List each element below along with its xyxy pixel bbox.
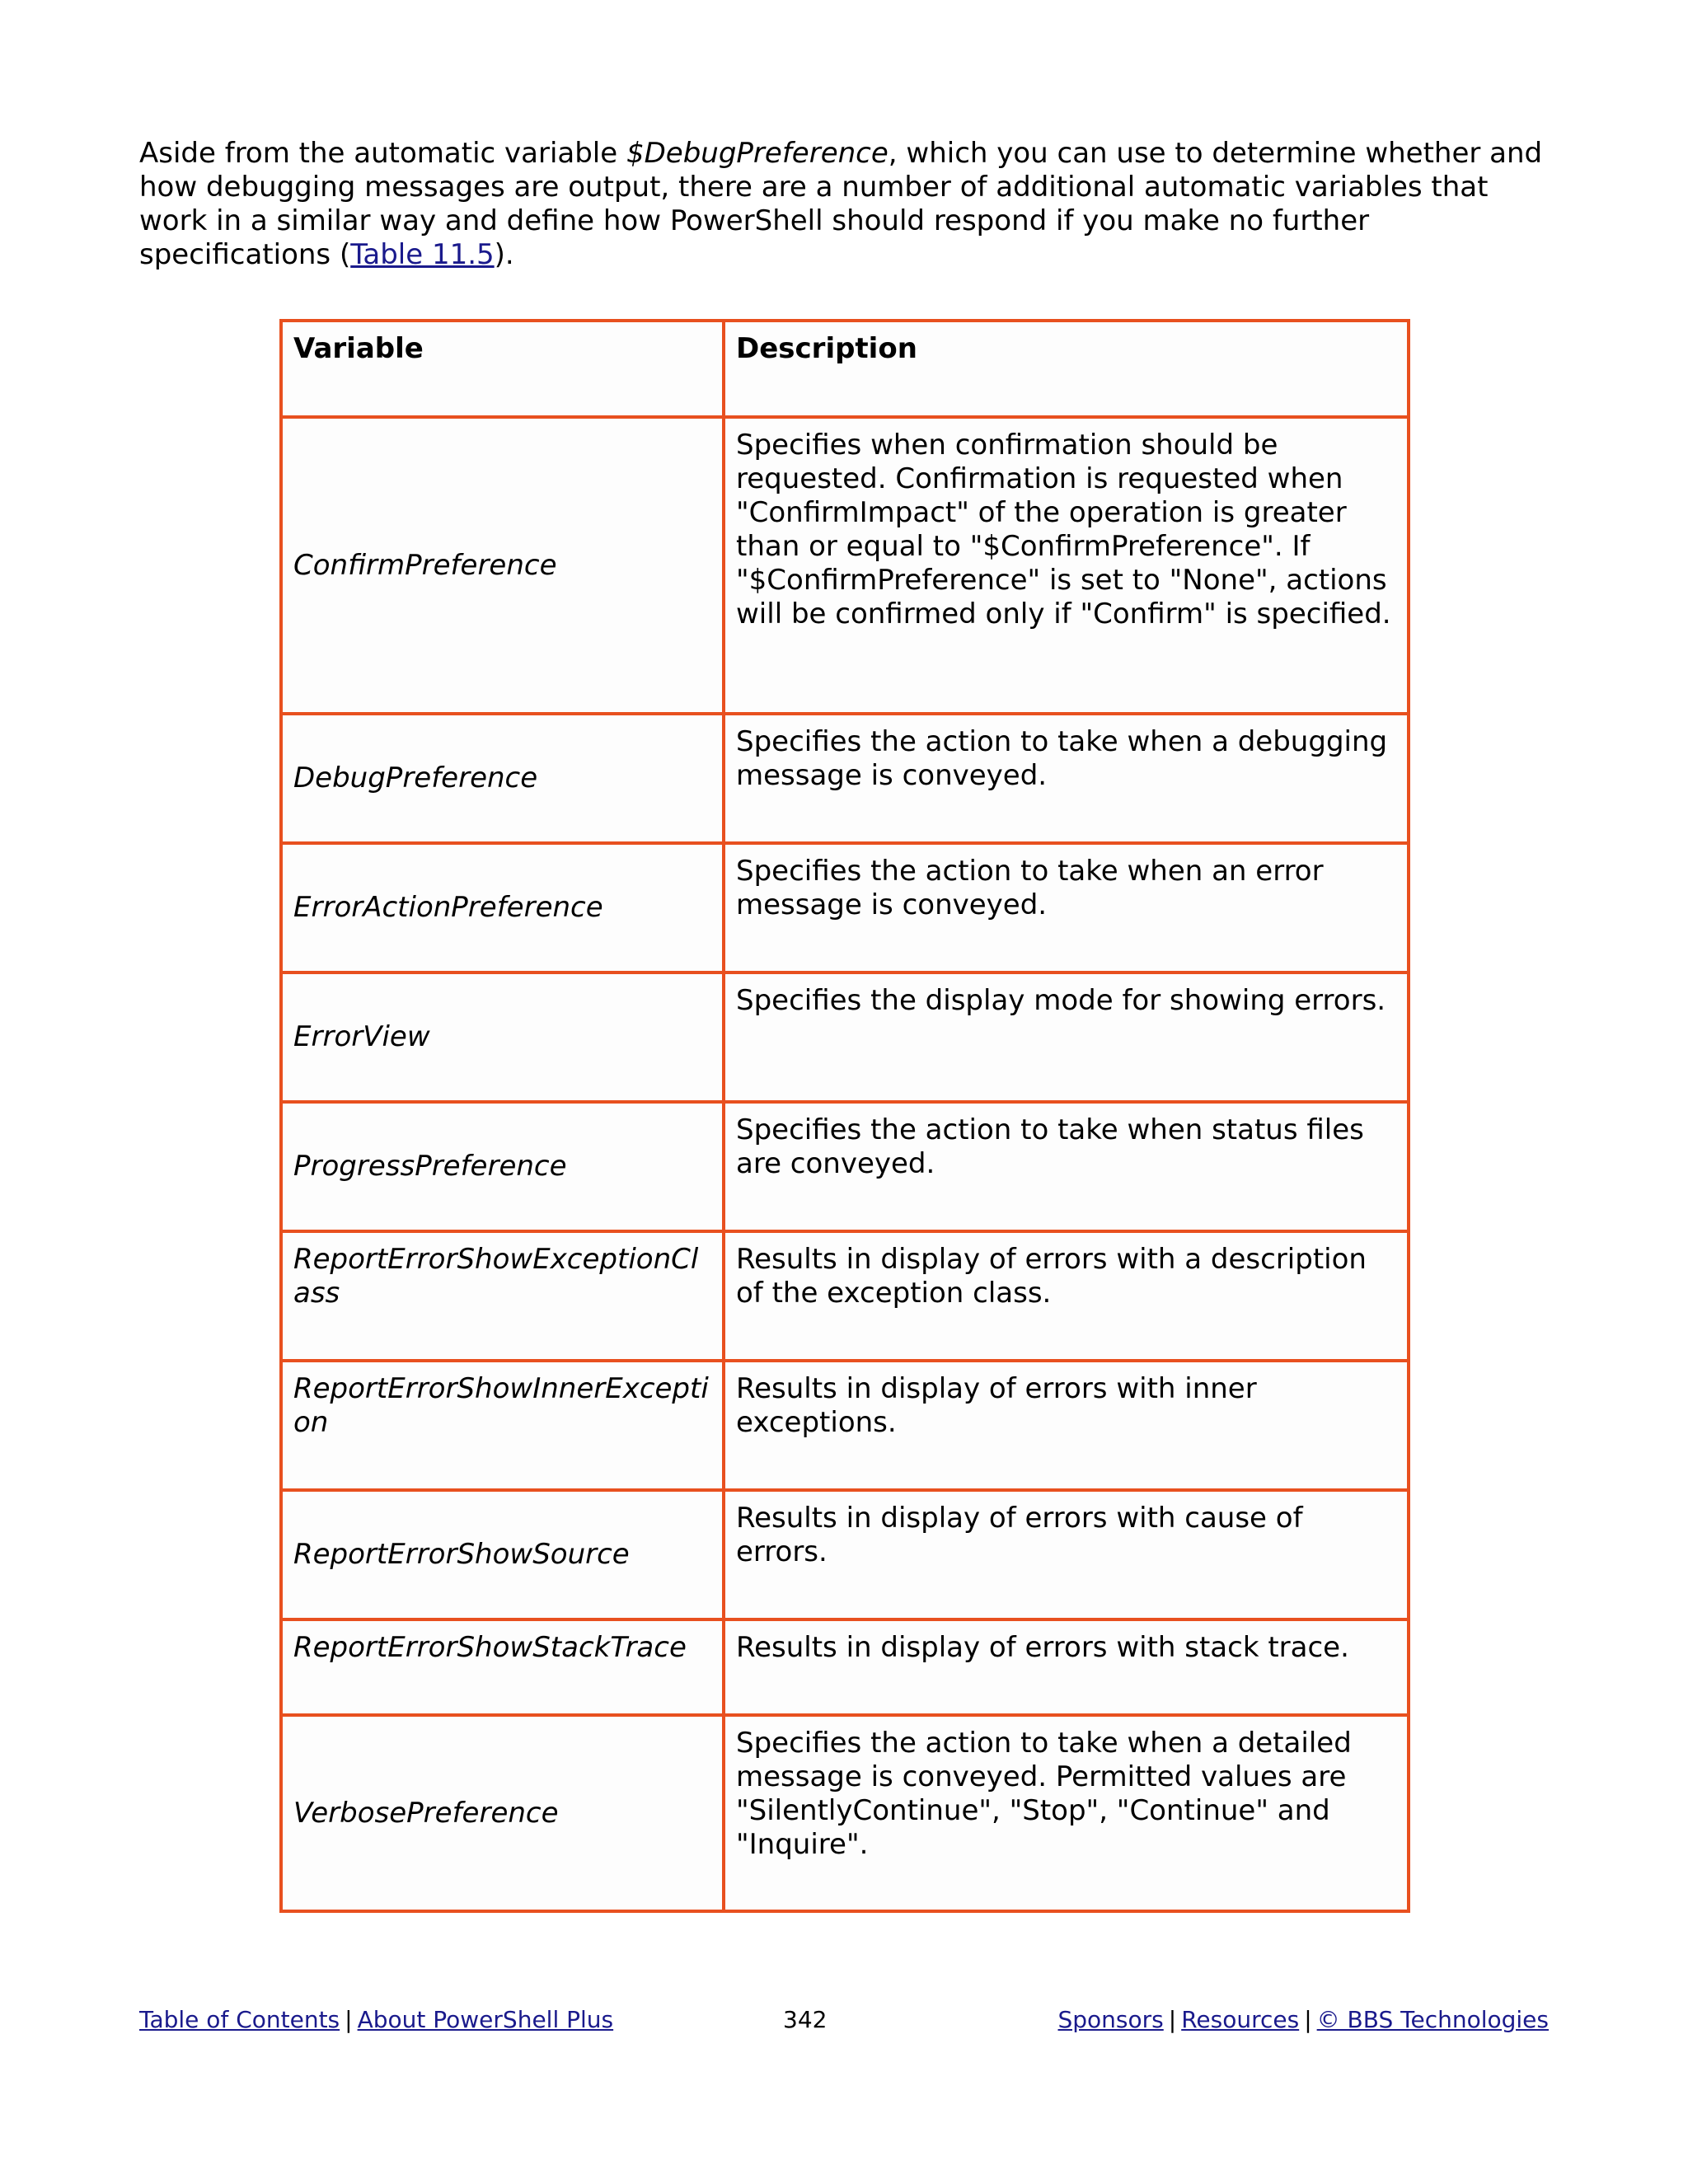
table-reference-link[interactable]: Table 11.5: [350, 238, 495, 271]
description-cell: Specifies the display mode for showing errors.: [724, 972, 1409, 1102]
intro-variable: $DebugPreference: [626, 137, 889, 170]
copyright-link[interactable]: © BBS Technologies: [1316, 2006, 1549, 2033]
page-number: 342: [783, 2006, 828, 2033]
table-row: [281, 417, 1409, 714]
footer-separator: |: [1168, 2006, 1177, 2033]
variable-cell: ProgressPreference: [281, 1102, 724, 1231]
description-cell: Results in display of errors with cause of errors.: [724, 1490, 1409, 1619]
intro-text-end: ).: [494, 238, 514, 271]
variable-cell: ReportErrorShowInnerException: [281, 1361, 724, 1490]
variable-cell: ErrorView: [281, 972, 724, 1102]
variable-cell: DebugPreference: [281, 714, 724, 843]
description-cell: Specifies the action to take when a detailed message is conveyed. Permitted values are "SilentlyContinue", "Stop", "Continue" and "Inquire".: [724, 1715, 1409, 1911]
variable-cell: ReportErrorShowStackTrace: [281, 1619, 724, 1715]
header-variable: Variable: [281, 321, 724, 417]
footer-separator: |: [345, 2006, 353, 2033]
description-cell: Specifies when confirmation should be requested. Confirmation is requested when "ConfirmImpact" of the operation is greater than or equal to "$ConfirmPreference". If "$ConfirmPreference" is set to "None", actions will be confirmed only if "Confirm" is specified.: [724, 417, 1409, 714]
resources-link[interactable]: Resources: [1181, 2006, 1300, 2033]
variable-cell: ConfirmPreference: [281, 417, 724, 714]
intro-text-before: Aside from the automatic variable: [139, 137, 626, 170]
intro-paragraph: [139, 137, 1557, 272]
table-row: [281, 1490, 1409, 1619]
table-row: [281, 972, 1409, 1102]
header-description: Description: [724, 321, 1409, 417]
table-row: [281, 1102, 1409, 1231]
table-row: [281, 1715, 1409, 1911]
table-row: [281, 1231, 1409, 1361]
table-row: [281, 714, 1409, 843]
sponsors-link[interactable]: Sponsors: [1057, 2006, 1164, 2033]
description-cell: Specifies the action to take when status files are conveyed.: [724, 1102, 1409, 1231]
table-of-contents-link[interactable]: Table of Contents: [139, 2006, 340, 2033]
variable-cell: ErrorActionPreference: [281, 843, 724, 972]
intro-text-after: , which you can use to determine whether and how debugging messages are output, there are a number of additional automatic variables that work in a similar way and define how PowerShell should respond if you make no further specifications (: [139, 137, 1543, 271]
description-cell: Specifies the action to take when an error message is conveyed.: [724, 843, 1409, 972]
description-cell: Specifies the action to take when a debugging message is conveyed.: [724, 714, 1409, 843]
description-cell: Results in display of errors with a description of the exception class.: [724, 1231, 1409, 1361]
table-header-row: [281, 321, 1409, 417]
table-row: [281, 843, 1409, 972]
footer-left-links: [139, 2006, 613, 2034]
variable-cell: ReportErrorShowSource: [281, 1490, 724, 1619]
footer-right-links: [1058, 2006, 1550, 2034]
description-cell: Results in display of errors with inner exceptions.: [724, 1361, 1409, 1490]
table-row: [281, 1619, 1409, 1715]
description-cell: Results in display of errors with stack trace.: [724, 1619, 1409, 1715]
variable-cell: ReportErrorShowExceptionClass: [281, 1231, 724, 1361]
preference-variables-table: [279, 319, 1410, 1913]
footer-separator: |: [1304, 2006, 1312, 2033]
about-powershell-plus-link[interactable]: About PowerShell Plus: [357, 2006, 614, 2033]
variable-cell: VerbosePreference: [281, 1715, 724, 1911]
table-row: [281, 1361, 1409, 1490]
